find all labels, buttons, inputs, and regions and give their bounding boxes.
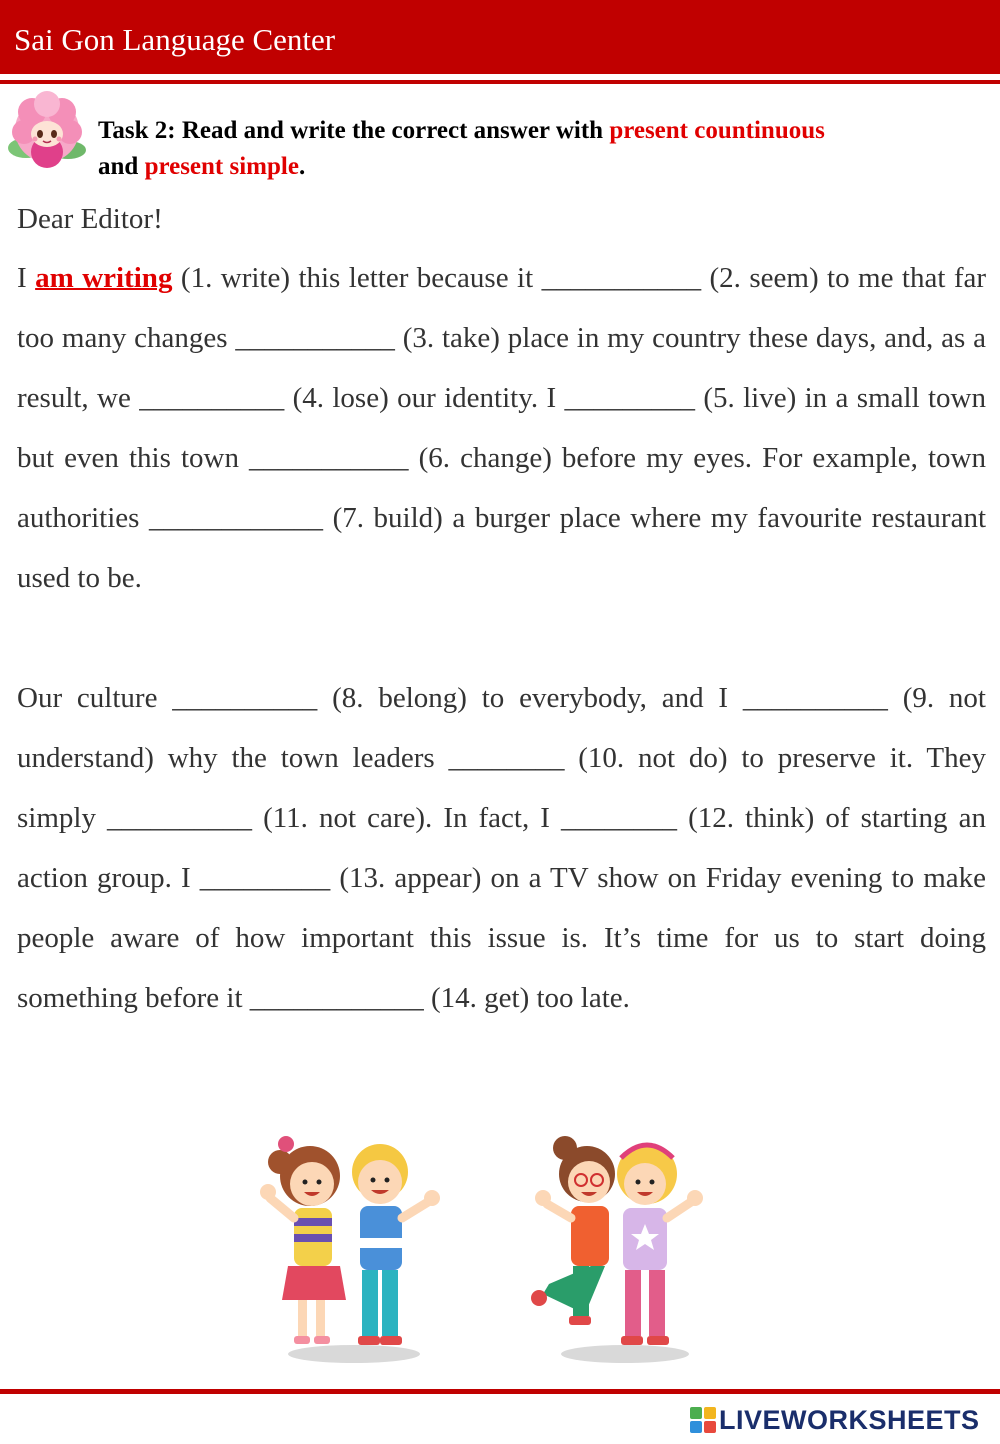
brand-name: LIVEWORKSHEETS — [719, 1404, 980, 1435]
task-joiner: and — [98, 153, 139, 180]
header-bar — [0, 0, 1000, 74]
example-answer: am writing — [35, 262, 173, 294]
task-end: . — [298, 153, 306, 180]
paragraph-1-text: (1. write) this letter because it ___________ (2. seem) to me that far too many changes ___________ (3. take) place in my country these days, and, as a result, we __________ (4. lose) our identity. I _________ (5. live) in a small town but even this town ___________ (6. change) before my eyes. For example, town authorities ____________ (7. build) a burger place where my favourite restaurant used to be. — [17, 262, 987, 594]
kids-illustration-2 — [525, 1118, 715, 1366]
letter-greeting: Dear Editor! — [17, 203, 163, 235]
liveworksheets-logo-icon — [690, 1407, 716, 1433]
task-label: Task 2: Read and write the correct answer with — [98, 117, 604, 144]
task-instruction — [98, 113, 838, 185]
flower-mascot-icon — [4, 90, 90, 174]
liveworksheets-brand[interactable] — [690, 1402, 980, 1438]
footer-divider — [0, 1389, 1000, 1394]
task-tense-1: present countinuous — [609, 117, 825, 144]
letter-paragraph-2: Our culture __________ (8. belong) to everybody, and I __________ (9. not understand) why the town leaders ________ (10. not do) to preserve it. They simply __________ (11. not care). In fact, I ________ (12. think) of starting an action group. I _________ (13. appear) on a TV show on Friday evening to make people aware of how important this issue is. It’s time for us to start doing something before it ____________ (14. get) too late. — [17, 682, 986, 1014]
letter-paragraph-1 — [17, 248, 986, 608]
kids-illustration-1 — [258, 1118, 450, 1366]
task-tense-2: present simple — [144, 153, 299, 180]
paragraph-1-start: I — [17, 262, 27, 294]
header-divider — [0, 80, 1000, 84]
header-title: Sai Gon Language Center — [14, 22, 336, 57]
